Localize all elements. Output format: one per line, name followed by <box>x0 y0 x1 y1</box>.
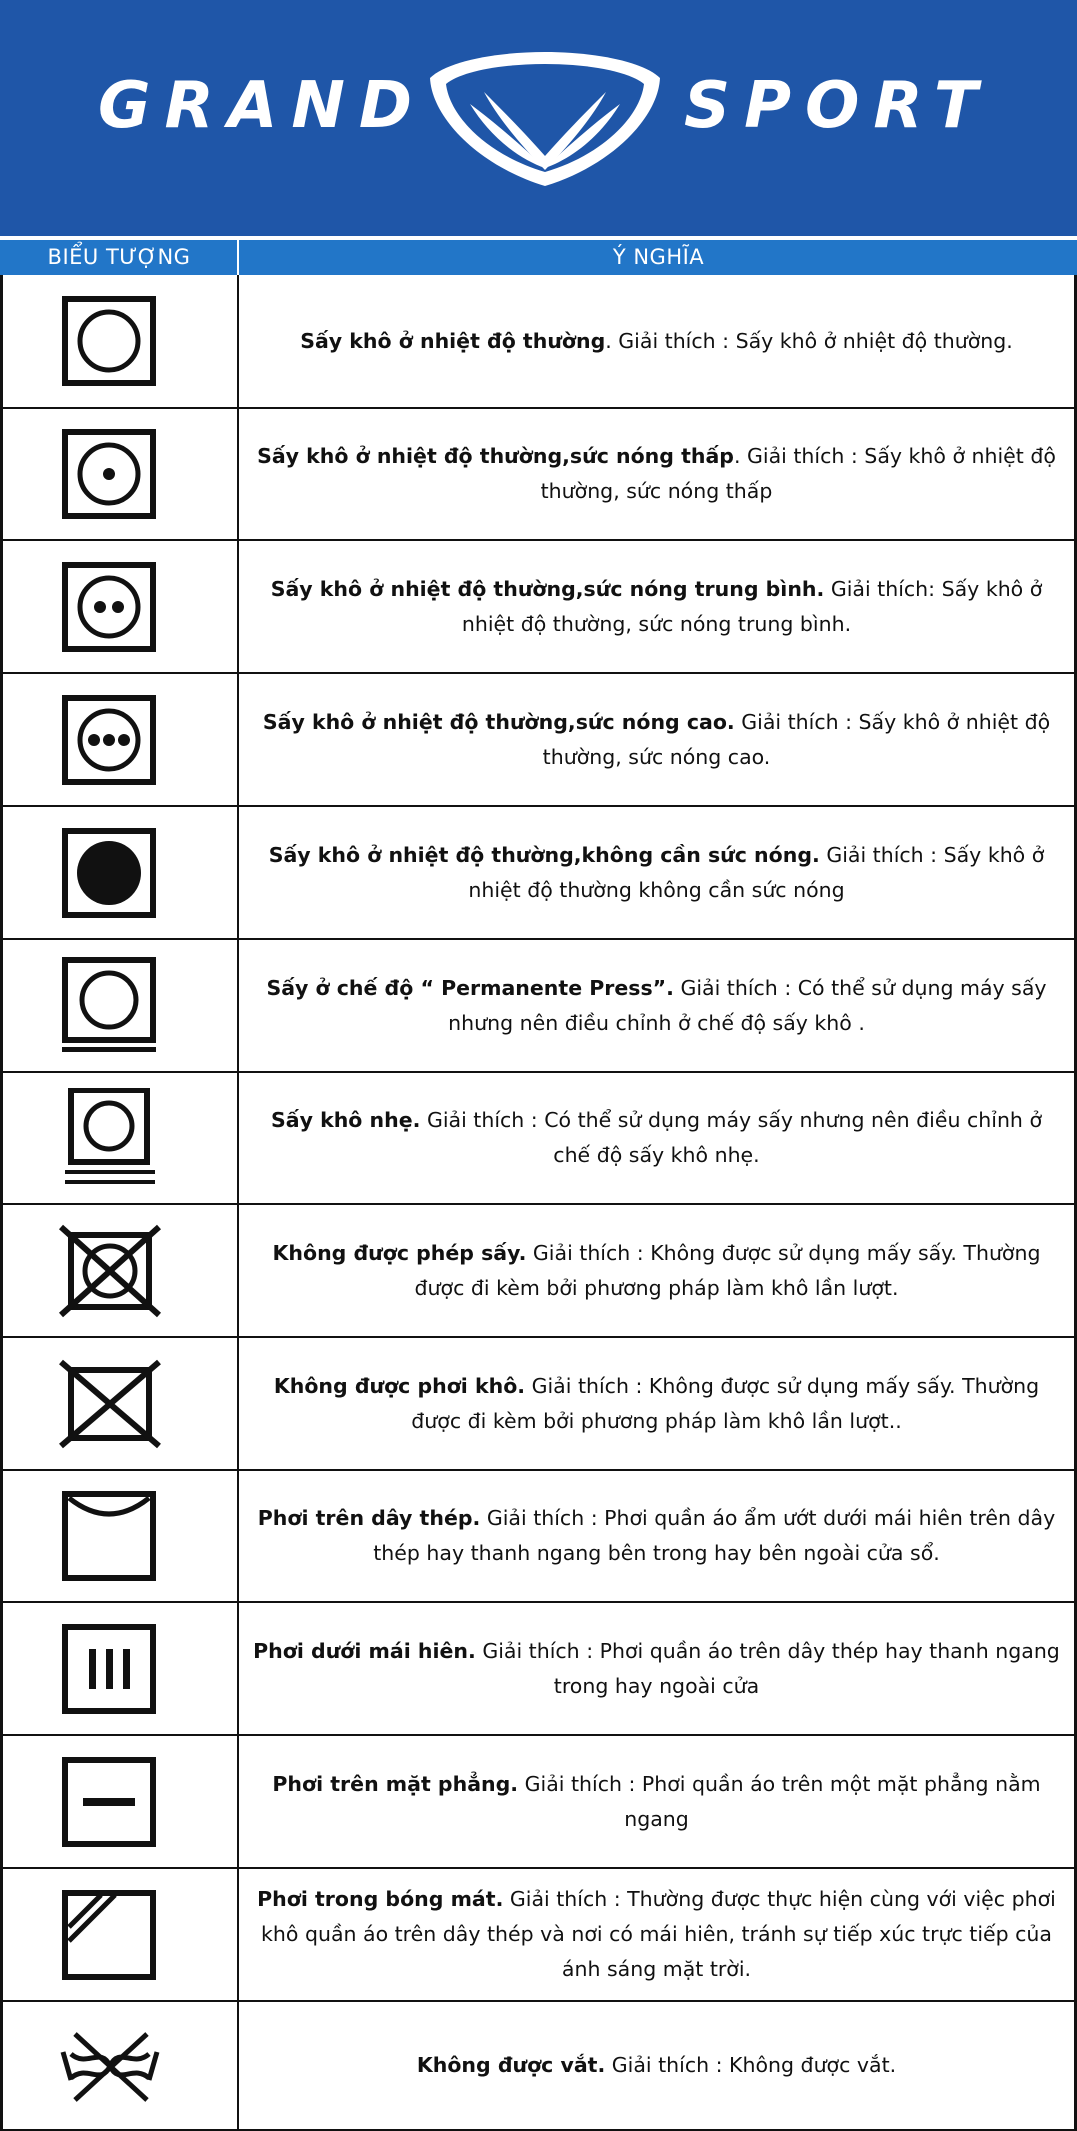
meaning-explanation: Giải thích : Phơi quần áo ẩm ướt dưới mái hiên trên dây thép hay thanh ngang bên trong hay bên ngoài cửa sổ. <box>373 1506 1056 1565</box>
grand-sport-logo <box>424 48 666 190</box>
meaning-cell <box>239 1338 1074 1469</box>
table-row <box>0 1073 1077 1205</box>
meaning-title: Phơi trên dây thép. <box>257 1506 481 1530</box>
tumble-dry-normal-icon <box>57 291 163 391</box>
meaning-text <box>239 1236 1074 1306</box>
meaning-title: Sấy khô nhẹ. <box>270 1108 421 1132</box>
tumble-dry-permanent-press-icon <box>57 956 163 1056</box>
meaning-title: Sấy ở chế độ “ Permanente Press”. <box>266 975 674 1000</box>
meaning-text <box>239 1501 1074 1571</box>
symbol-cell <box>3 674 237 805</box>
meaning-explanation: Giải thích : Không được sử dụng mấy sấy. Thường được đi kèm bởi phương pháp làm khô lần lượt. <box>414 1240 1041 1300</box>
dry-in-shade-icon <box>57 1885 163 1985</box>
drip-dry-icon <box>57 1619 163 1719</box>
tumble-dry-low-heat-icon <box>57 424 163 524</box>
symbol-cell <box>3 1471 237 1601</box>
meaning-explanation: Giải thích: Sấy khô ở nhiệt độ thường, sức nóng trung bình. <box>461 576 1043 636</box>
table-row <box>0 409 1077 541</box>
meaning-title: Sấy khô ở nhiệt độ thường,không cần sức nóng. <box>268 842 820 867</box>
meaning-explanation: . Giải thích : Sấy khô ở nhiệt độ thường. <box>605 328 1013 353</box>
meaning-title: Sấy khô ở nhiệt độ thường,sức nóng thấp <box>257 444 734 468</box>
tumble-dry-no-heat-icon <box>57 823 163 923</box>
meaning-title: Phơi trong bóng mát. <box>257 1887 504 1911</box>
meaning-text <box>239 1369 1074 1439</box>
table-row <box>0 2002 1077 2131</box>
dry-flat-icon <box>57 1752 163 1852</box>
meaning-explanation: Giải thích : Không được vắt. <box>605 2053 897 2077</box>
do-not-tumble-dry-icon <box>57 1221 163 1321</box>
symbol-cell <box>3 275 237 407</box>
meaning-explanation: Giải thích : Phơi quần áo trên một mặt phẳng nằm ngang <box>518 1771 1041 1831</box>
care-symbol-table <box>0 275 1077 2131</box>
header-divider <box>237 240 239 275</box>
meaning-text <box>288 324 1025 359</box>
meaning-explanation: Giải thích : Có thể sử dụng máy sấy nhưng nên điều chỉnh ở chế độ sấy khô nhẹ. <box>420 1108 1042 1167</box>
meaning-cell <box>239 1073 1074 1203</box>
meaning-cell <box>239 940 1074 1071</box>
meaning-cell <box>239 807 1074 938</box>
table-row <box>0 541 1077 674</box>
meaning-title: Không được phép sấy. <box>272 1240 527 1265</box>
meaning-cell <box>239 1736 1074 1867</box>
meaning-text <box>239 1767 1074 1837</box>
symbol-cell <box>3 940 237 1071</box>
meaning-text <box>239 838 1074 908</box>
table-row <box>0 275 1077 409</box>
table-row <box>0 674 1077 807</box>
table-row <box>0 807 1077 940</box>
meaning-explanation: . Giải thích : Sấy khô ở nhiệt độ thường, sức nóng thấp <box>540 444 1056 503</box>
meaning-title: Không được phơi khô. <box>273 1373 526 1398</box>
meaning-title: Không được vắt. <box>416 2053 606 2077</box>
meaning-cell <box>239 1603 1074 1734</box>
meaning-text <box>239 971 1074 1041</box>
meaning-title: Phơi trên mặt phẳng. <box>272 1771 519 1796</box>
meaning-text <box>239 1103 1074 1173</box>
table-row <box>0 940 1077 1073</box>
meaning-title: Sấy khô ở nhiệt độ thường,sức nóng trung bình. <box>270 576 825 601</box>
symbol-cell <box>3 2002 237 2129</box>
symbol-cell <box>3 807 237 938</box>
meaning-explanation: Giải thích : Thường được thực hiện cùng với việc phơi khô quần áo trên dây thép và nơi có mái hiên, tránh sự tiếp xúc trực tiếp của ánh sáng mặt trời. <box>261 1887 1056 1981</box>
meaning-text <box>239 1882 1074 1987</box>
meaning-cell <box>239 2002 1074 2129</box>
meaning-title: Sấy khô ở nhiệt độ thường,sức nóng cao. <box>262 709 735 734</box>
table-row <box>0 1603 1077 1736</box>
symbol-cell <box>3 1603 237 1734</box>
table-row <box>0 1338 1077 1471</box>
meaning-cell <box>239 674 1074 805</box>
table-row <box>0 1736 1077 1869</box>
meaning-title: Sấy khô ở nhiệt độ thường <box>300 328 606 353</box>
table-row <box>0 1471 1077 1603</box>
symbol-cell <box>3 541 237 672</box>
meaning-title: Phơi dưới mái hiên. <box>253 1638 476 1663</box>
brand-name-left: GRAND <box>98 69 427 143</box>
meaning-text <box>239 1634 1074 1704</box>
meaning-text <box>239 572 1074 642</box>
meaning-explanation: Giải thích : Có thể sử dụng máy sấy nhưng nên điều chỉnh ở chế độ sấy khô . <box>448 975 1047 1035</box>
meaning-explanation: Giải thích : Không được sử dụng mấy sấy. Thường được đi kèm bởi phương pháp làm khô lần lượt.. <box>411 1373 1040 1433</box>
table-header <box>0 240 1077 275</box>
line-dry-icon <box>57 1486 163 1586</box>
symbol-cell <box>3 1338 237 1469</box>
brand-banner <box>0 0 1077 236</box>
meaning-cell <box>239 275 1074 407</box>
table-row <box>0 1205 1077 1338</box>
do-not-dry-icon <box>57 1354 163 1454</box>
column-header-symbol: BIỂU TƯỢNG <box>47 245 191 269</box>
meaning-text <box>239 439 1074 509</box>
tumble-dry-gentle-icon <box>57 1088 163 1188</box>
symbol-cell <box>3 1205 237 1336</box>
meaning-text <box>239 705 1074 775</box>
meaning-cell <box>239 1471 1074 1601</box>
symbol-cell <box>3 1736 237 1867</box>
symbol-cell <box>3 1073 237 1203</box>
meaning-cell <box>239 541 1074 672</box>
meaning-text <box>405 2048 908 2083</box>
meaning-cell <box>239 1205 1074 1336</box>
meaning-explanation: Giải thích : Phơi quần áo trên dây thép hay thanh ngang trong hay ngoài cửa <box>475 1638 1060 1698</box>
do-not-wring-icon <box>57 2016 163 2116</box>
tumble-dry-high-heat-icon <box>57 690 163 790</box>
meaning-cell <box>239 409 1074 539</box>
brand-name-right: SPORT <box>684 69 992 143</box>
meaning-cell <box>239 1869 1074 2000</box>
meaning-explanation: Giải thích : Sấy khô ở nhiệt độ thường, sức nóng cao. <box>542 709 1051 769</box>
symbol-cell <box>3 409 237 539</box>
column-header-meaning: Ý NGHĨA <box>612 245 705 269</box>
table-row <box>0 1869 1077 2002</box>
symbol-cell <box>3 1869 237 2000</box>
tumble-dry-medium-heat-icon <box>57 557 163 657</box>
meaning-explanation: Giải thích : Sấy khô ở nhiệt độ thường không cần sức nóng <box>468 842 1045 902</box>
